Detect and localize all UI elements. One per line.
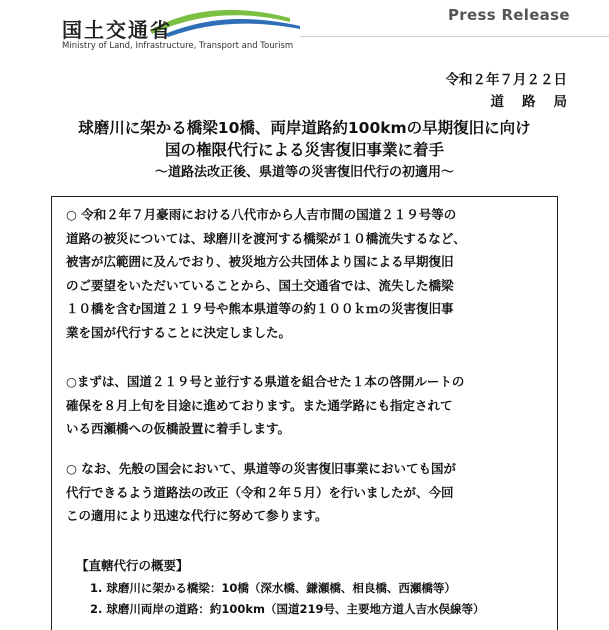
text-line: １０橋を含む国道２１９号や熊本県道等の約１００ｋｍの災害復旧事 — [66, 301, 454, 316]
text-line: 確保を８月上旬を目途に進めております。また通学路にも指定されて — [66, 397, 453, 413]
issuing-bureau: 道路局 — [490, 94, 585, 110]
paragraph-2 — [66, 370, 546, 441]
text-line: ○ 令和２年７月豪雨における八代市から人吉市間の国道２１９号等の — [66, 207, 457, 222]
title-line-1: 球磨川に架かる橋梁10橋、両岸道路約100kmの早期復旧に向け — [78, 119, 531, 137]
text-line: この適用により迅速な代行に努めて参ります。 — [66, 508, 328, 523]
text-line: 被害が広範囲に及んでおり、被災地方公共団体より国による早期復旧 — [66, 254, 454, 269]
logo-subtitle: Ministry of Land, Infrastructure, Transport and Tourism — [62, 41, 294, 51]
title-line-2: 国の権限代行による災害復旧事業に着手 — [164, 141, 444, 159]
text-line: のご要望をいただいていることから、国土交通省では、流失した橋梁 — [66, 277, 454, 293]
paragraph-1 — [66, 203, 546, 344]
summary-heading: 【直轄代行の概要】 — [76, 558, 189, 573]
logo-title: 国土交通省 — [62, 18, 172, 42]
text-line: いる西瀬橋への仮橋設置に着手します。 — [66, 421, 291, 436]
paragraph-3 — [66, 457, 546, 528]
header-divider — [300, 36, 609, 37]
release-date: 令和２年７月２２日 — [445, 72, 567, 88]
summary-item-roads: 2. 球磨川両岸の道路：約100km（国道219号、主要地方道人吉水俣線等） — [90, 602, 485, 616]
text-line: 業を国が代行することに決定しました。 — [66, 324, 292, 340]
press-release-label: Press Release — [448, 6, 570, 24]
subtitle: ～道路法改正後、県道等の災害復旧代行の初適用～ — [154, 165, 454, 180]
text-line: ○ なお、先般の国会において、県道等の災害復旧事業においても国が — [66, 461, 457, 476]
header — [0, 0, 609, 60]
text-line: 道路の被災については、球磨川を渡河する橋梁が１０橋流失するなど、 — [66, 230, 466, 246]
text-line: ○まずは、国道２１９号と並行する県道を組合せた１本の啓開ルートの — [66, 374, 465, 389]
text-line: 代行できるよう道路法の改正（令和２年５月）を行いましたが、今回 — [66, 484, 454, 500]
summary-item-bridges: 1. 球磨川に架かる橋梁：10橋（深水橋、鎌瀬橋、相良橋、西瀬橋等） — [90, 581, 456, 595]
